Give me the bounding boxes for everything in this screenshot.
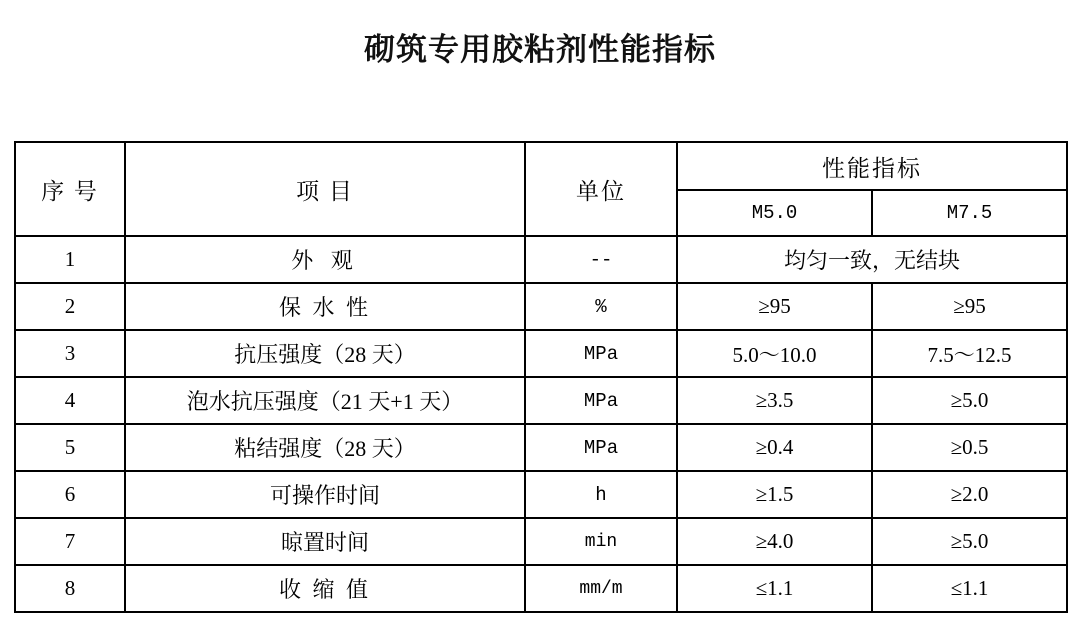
table-row (15, 424, 1067, 471)
cell-value-m50: ≥0.4 (677, 424, 872, 471)
cell-value-m75: ≥5.0 (872, 377, 1067, 424)
cell-value-m75: ≥5.0 (872, 518, 1067, 565)
cell-item: 可操作时间 (125, 471, 525, 518)
cell-value-m75: ≥2.0 (872, 471, 1067, 518)
column-header-item: 项 目 (125, 142, 525, 236)
cell-value-m50: ≥1.5 (677, 471, 872, 518)
cell-item: 外 观 (125, 236, 525, 283)
cell-value-m75: ≤1.1 (872, 565, 1067, 612)
table-row (15, 236, 1067, 283)
cell-item: 保 水 性 (125, 283, 525, 330)
cell-item: 泡水抗压强度（21 天+1 天） (125, 377, 525, 424)
cell-no: 1 (15, 236, 125, 283)
spec-table-container (14, 141, 1066, 613)
cell-unit: -- (525, 236, 677, 283)
cell-no: 4 (15, 377, 125, 424)
cell-no: 7 (15, 518, 125, 565)
performance-spec-table (14, 141, 1068, 613)
cell-unit: MPa (525, 377, 677, 424)
document-page (0, 24, 1080, 628)
table-row (15, 377, 1067, 424)
table-row (15, 471, 1067, 518)
cell-value-m50: 5.0～10.0 (677, 330, 872, 377)
cell-no: 8 (15, 565, 125, 612)
cell-value-m50: ≤1.1 (677, 565, 872, 612)
cell-value-m50: ≥4.0 (677, 518, 872, 565)
cell-item: 收 缩 值 (125, 565, 525, 612)
cell-unit: MPa (525, 424, 677, 471)
cell-item: 抗压强度（28 天） (125, 330, 525, 377)
table-row (15, 518, 1067, 565)
column-header-m75: M7.5 (872, 190, 1067, 236)
table-row (15, 330, 1067, 377)
table-row (15, 565, 1067, 612)
table-row (15, 283, 1067, 330)
cell-unit: MPa (525, 330, 677, 377)
cell-value-m75: ≥0.5 (872, 424, 1067, 471)
column-header-unit: 单位 (525, 142, 677, 236)
cell-no: 2 (15, 283, 125, 330)
table-body (15, 236, 1067, 612)
column-header-m50: M5.0 (677, 190, 872, 236)
page-title: 砌筑专用胶粘剂性能指标 (364, 32, 716, 67)
cell-value-m50: ≥95 (677, 283, 872, 330)
cell-value-merged: 均匀一致，无结块 (677, 236, 1067, 283)
cell-unit: % (525, 283, 677, 330)
cell-unit: h (525, 471, 677, 518)
column-header-performance: 性能指标 (677, 142, 1067, 190)
column-header-no: 序 号 (15, 142, 125, 236)
cell-no: 6 (15, 471, 125, 518)
table-header (15, 142, 1067, 236)
cell-unit: min (525, 518, 677, 565)
cell-value-m50: ≥3.5 (677, 377, 872, 424)
cell-value-m75: ≥95 (872, 283, 1067, 330)
table-header-row-primary (15, 142, 1067, 190)
cell-unit: mm/m (525, 565, 677, 612)
cell-no: 3 (15, 330, 125, 377)
cell-item: 粘结强度（28 天） (125, 424, 525, 471)
cell-value-m75: 7.5～12.5 (872, 330, 1067, 377)
cell-item: 晾置时间 (125, 518, 525, 565)
cell-no: 5 (15, 424, 125, 471)
